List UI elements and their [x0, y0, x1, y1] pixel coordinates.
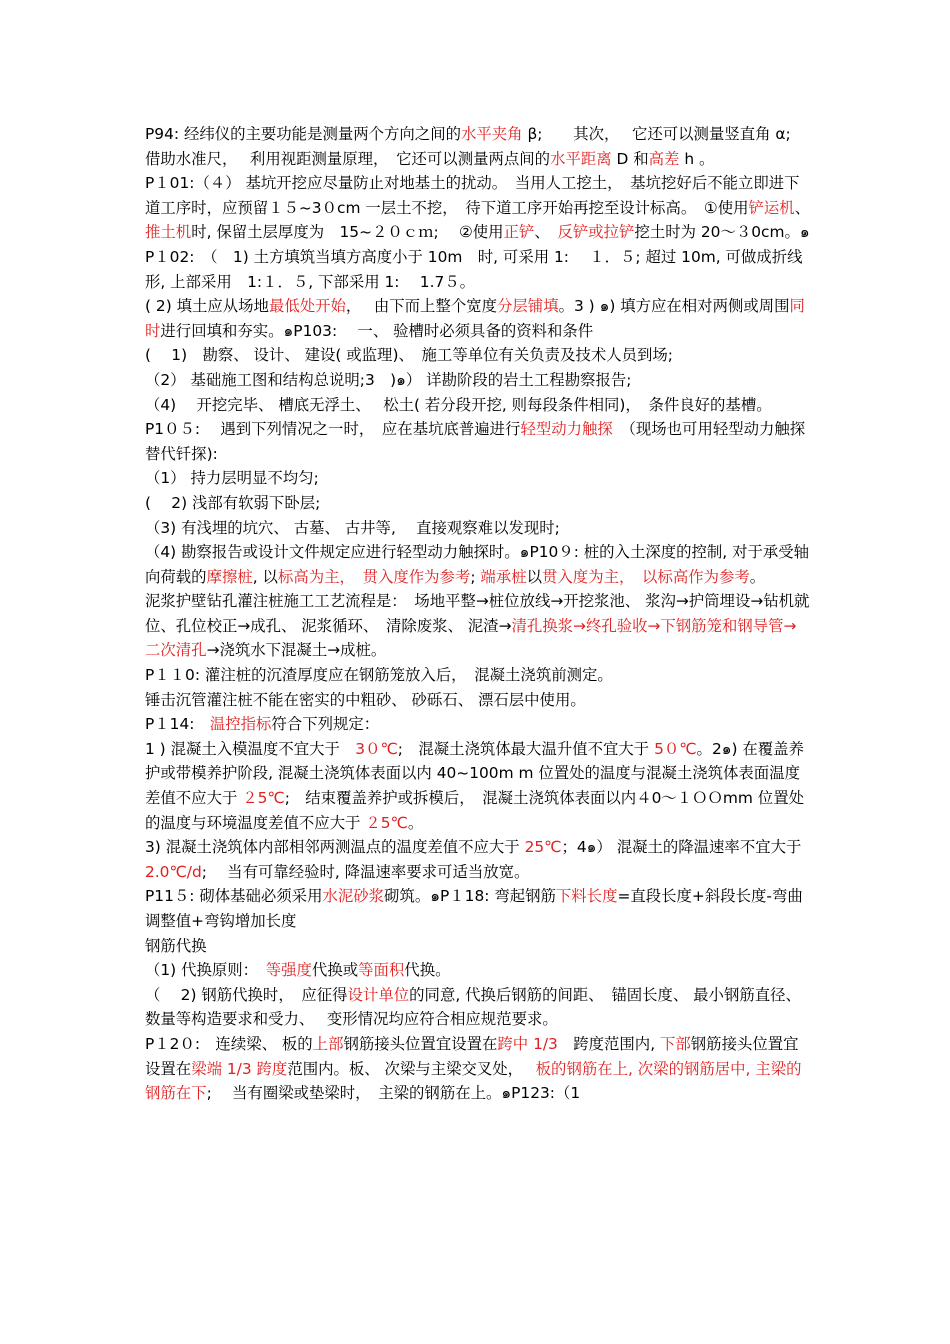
highlighted-text: 跨中 1/3 — [497, 1034, 558, 1053]
highlighted-text: 2.0℃/d — [145, 862, 202, 881]
text-run: ; 混凝土浇筑体最大温升值不宜大于 — [397, 739, 655, 758]
text-run: 。 — [407, 813, 424, 832]
highlighted-text: 轻型动力触探 — [520, 420, 613, 439]
text-run: , 以 — [252, 567, 278, 586]
text-run: （1) 代换原则： — [145, 961, 266, 980]
paragraph — [145, 737, 810, 835]
highlighted-text: 水平距离 — [550, 149, 612, 168]
text-run: P94: 经纬仪的主要功能是测量两个方向之间的 — [145, 125, 461, 143]
text-run: （4) 勘察报告或设计文件规定应进行轻型动力触探时。๑P10９: 桩的入土深度的控制, 对于承受轴向荷载的 — [145, 543, 810, 586]
highlighted-text: 板的钢筋在上, 次梁的钢筋居中, 主梁的钢筋在下 — [145, 1059, 802, 1103]
text-run: 代换。 — [404, 961, 451, 980]
paragraph — [145, 294, 810, 343]
text-run: 泥浆护壁钻孔灌注桩施工工艺流程是： 场地平整→桩位放线→开挖浆池、 浆沟→护筒埋设→钻机就位、孔位校正→成孔、 泥浆循环、 清除废浆、 泥渣→ — [145, 592, 810, 635]
text-run: ， 由下而上整个宽度 — [345, 297, 498, 316]
paragraph — [145, 122, 810, 171]
paragraph — [145, 983, 810, 1032]
text-run: 。 — [749, 567, 766, 586]
paragraph — [145, 958, 810, 983]
highlighted-text: 设计单位 — [347, 985, 410, 1004]
text-run: ; — [470, 567, 481, 586]
highlighted-text: 下部 — [659, 1034, 691, 1053]
highlighted-text: 反铲或拉铲 — [557, 223, 635, 242]
text-run: ( 2) 浅部有软弱下卧层; — [145, 493, 321, 512]
highlighted-text: 上部 — [312, 1034, 344, 1053]
paragraph — [145, 884, 810, 933]
highlighted-text: 温控指标 — [209, 715, 272, 734]
highlighted-text: 等面积 — [358, 961, 405, 980]
highlighted-text: 推土机 — [145, 223, 192, 242]
text-run: 进行回填和夯实。๑P103: 一、 验槽时必须具备的资料和条件 — [160, 321, 594, 340]
highlighted-text: 最低处开始 — [268, 297, 346, 316]
text-run: ；4๑） 混凝土的降温速率不宜大于 — [561, 838, 802, 857]
highlighted-text: 5０℃ — [654, 739, 697, 758]
highlighted-text: 等强度 — [265, 961, 312, 980]
text-run: 砌筑。๑P１18: 弯起钢筋 — [384, 887, 556, 906]
text-run: ; 结束覆盖养护或拆模后， 混凝土浇筑体表面以内４0～１ＯＯmm 位置处的温度与环境温度差值不应大于 — [145, 789, 804, 832]
paragraph — [145, 466, 810, 491]
text-run: （3) 有浅埋的坑穴、 古墓、 古井等, 直接观察难以发现时; — [145, 518, 560, 537]
text-run: ( 1) 勘察、 设计、 建设( 或监理)、 施工等单位有关负责及技术人员到场; — [145, 346, 673, 365]
text-run: ; 当有可靠经验时, 降温速率要求可适当放宽。 — [201, 862, 530, 881]
text-run: 。2๑) 在覆盖养护或带模养护阶段, 混凝土浇筑体表面以内 40~100m m 位置处的温度与混凝土浇筑体表面温度差值不应大于 — [145, 739, 804, 808]
text-run: h 。 — [679, 149, 715, 168]
paragraph — [145, 491, 810, 516]
text-run: P１14: — [145, 715, 210, 734]
text-run: D 和 — [611, 149, 649, 168]
highlighted-text: 贯入度为主， 以标高作为参考 — [542, 567, 750, 586]
highlighted-text: 铲运机 — [748, 198, 795, 217]
text-run: 锤击沉管灌注桩不能在密实的中粗砂、 砂砾石、 漂石层中使用。 — [145, 690, 586, 709]
paragraph — [145, 417, 810, 466]
paragraph — [145, 712, 810, 737]
paragraph — [145, 1032, 810, 1106]
text-run: 代换或 — [311, 961, 359, 980]
highlighted-text: 水泥砂浆 — [322, 887, 385, 906]
paragraph — [145, 393, 810, 418]
text-run: P１2０: 连续梁、 板的 — [145, 1034, 313, 1053]
highlighted-text: 下料长度 — [555, 887, 618, 906]
highlighted-text: ２5℃ — [242, 789, 285, 808]
text-run: （4) 开挖完毕、 槽底无浮土、 松土( 若分段开挖, 则每段条件相同)， 条件良好的基槽。 — [145, 395, 772, 414]
text-run: （现场也可用轻型动力触探替代钎探): — [145, 420, 806, 463]
highlighted-text: 标高为主， 贯入度作为参考 — [277, 567, 471, 586]
text-run: →浇筑水下混凝土→成桩。 — [206, 641, 387, 660]
text-run: （1） 持力层明显不均匀; — [145, 469, 319, 488]
text-run: 1 ) 混凝土入模温度不宜大于 — [145, 739, 356, 758]
highlighted-text: 3０℃ — [355, 739, 398, 758]
text-run: P１01:（４） 基坑开挖应尽量防止对地基土的扰动。 当用人工挖土， 基坑挖好后不能立即进下道工序时，应预留１５~3０cm 一层土不挖， 待下道工序开始再挖至设计标高。 ①使用 — [145, 174, 800, 217]
text-run: 时, 保留土层厚度为 15~２０ｃｍ; ②使用 — [191, 223, 504, 242]
highlighted-text: 清孔换浆→终孔验收→下钢筋笼和钢导管→二次清孔 — [145, 616, 797, 660]
document-body — [145, 122, 818, 1106]
text-run: 符合下列规定： — [271, 715, 380, 734]
highlighted-text: 梁端 1/3 跨度 — [191, 1059, 288, 1078]
text-run: 跨度范围内, — [557, 1034, 660, 1053]
paragraph — [145, 835, 810, 884]
text-run: 、 — [794, 198, 818, 217]
paragraph — [145, 516, 810, 541]
text-run: 。3 ) ๑) 填方应在相对两侧或周围 — [558, 297, 790, 316]
text-run: =直段长度+斜段长度-弯曲调整值+弯钩增加长度 — [145, 887, 803, 930]
highlighted-text: 端承桩 — [480, 567, 527, 586]
text-run: P11５: 砌体基础必须采用 — [145, 887, 323, 906]
text-run: P１１0: 灌注桩的沉渣厚度应在钢筋笼放入后， 混凝土浇筑前测定。 — [145, 666, 613, 685]
paragraph — [145, 934, 810, 959]
text-run: 范围内。板、 次梁与主梁交叉处， — [287, 1059, 536, 1078]
text-run: 以 — [526, 567, 543, 586]
highlighted-text: 水平夹角 — [460, 125, 523, 143]
highlighted-text: 25℃ — [524, 838, 562, 857]
highlighted-text: 同时 — [145, 297, 805, 340]
paragraph — [145, 663, 810, 688]
text-run: （ 2) 钢筋代换时， 应征得 — [145, 985, 348, 1004]
highlighted-text: 高差 — [648, 149, 680, 168]
text-run: 的同意, 代换后钢筋的间距、 锚固长度、 最小钢筋直径、 数量等构造要求和受力、 变形情况均应符合相应规范要求。 — [145, 985, 801, 1029]
highlighted-text: 摩擦桩 — [206, 567, 253, 586]
text-run: （2） 基础施工图和结构总说明;3 )๑） 详勘阶段的岩土工程勘察报告; — [145, 370, 632, 389]
paragraph — [145, 343, 810, 368]
paragraph — [145, 171, 818, 294]
paragraph — [145, 540, 810, 589]
text-run: 、 — [534, 223, 558, 242]
text-run: P1０５: 遇到下列情况之一时， 应在基坑底普遍进行 — [145, 420, 521, 439]
text-run: 钢筋代换 — [145, 936, 207, 955]
text-run: 挖土时为 20～３0cm。๑P１02: （ 1) 土方填筑当填方高度小于 10m 时, 可采用 1: １．５; 超过 10m, 可做成折线形, 上部采用 1:１．５, 下部采用 1: 1.7５。 — [145, 223, 810, 291]
paragraph — [145, 368, 810, 393]
text-run: ; 当有圈梁或垫梁时， 主梁的钢筋在上。๑P123:（1 — [206, 1084, 581, 1103]
highlighted-text: 分层铺填 — [497, 297, 559, 316]
highlighted-text: ２5℃ — [365, 813, 408, 832]
text-run: ( 2) 填土应从场地 — [145, 297, 269, 316]
text-run: 钢筋接头位置宜设置在 — [145, 1034, 799, 1078]
text-run: β; 其次， 它还可以测量竖直角 α; 借助水准尺， 利用视距测量原理， 它还可以测量两点间的 — [145, 125, 807, 168]
text-run: 3) 混凝土浇筑体内部相邻两测温点的温度差值不应大于 — [145, 838, 525, 857]
paragraph — [145, 589, 810, 663]
text-run: 钢筋接头位置宜设置在 — [343, 1034, 498, 1053]
paragraph — [145, 688, 810, 713]
highlighted-text: 正铲 — [503, 223, 535, 242]
